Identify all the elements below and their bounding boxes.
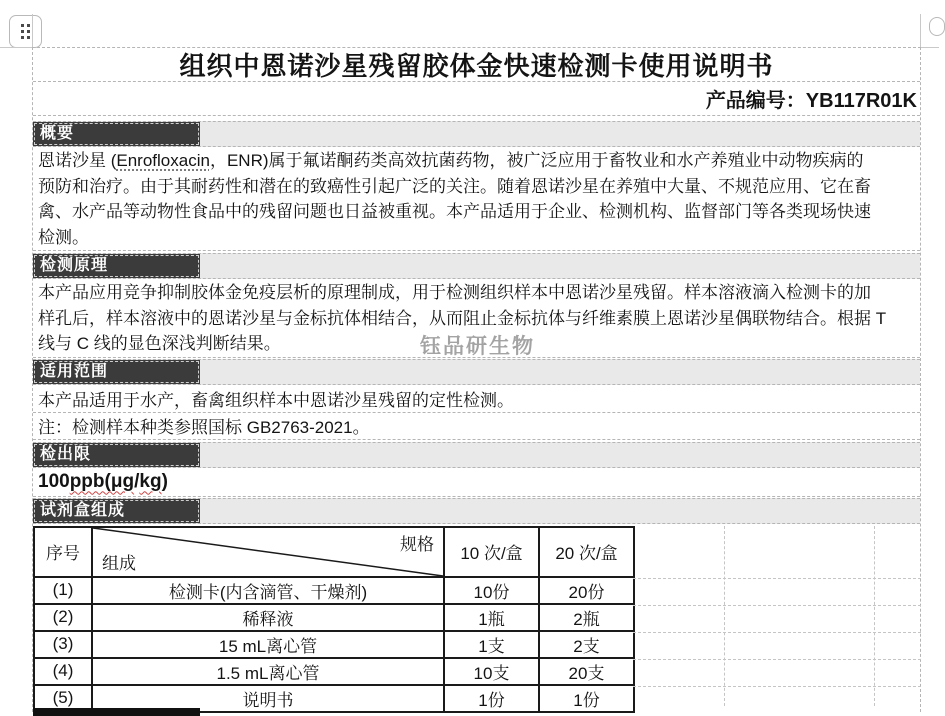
kit-header-spec: 规格 [400, 534, 434, 554]
kit-header-no: 序号 [34, 527, 92, 577]
ghost-grid [633, 526, 921, 712]
document-body [32, 47, 921, 712]
cell-qty20: 20支 [539, 658, 634, 685]
section-row-kit [33, 498, 920, 524]
margin-guide-right-horizontal [920, 47, 939, 48]
section-row-scope [33, 359, 920, 385]
section-row-principle [33, 253, 920, 279]
section-heading-principle: 检测原理 [33, 254, 200, 278]
table-row [34, 604, 634, 631]
cell-qty10: 1支 [444, 631, 539, 658]
cell-no: (2) [34, 604, 92, 631]
scope-line: 本产品适用于水产，畜禽组织样本中恩诺沙星残留的定性检测。 [33, 385, 920, 413]
section-heading-limit: 检出限 [33, 443, 200, 467]
margin-guide-left-horizontal [0, 47, 32, 48]
cell-no: (3) [34, 631, 92, 658]
section-row-overview [33, 121, 920, 147]
document-title: 组织中恩诺沙星残留胶体金快速检测卡使用说明书 [33, 48, 920, 82]
table-drag-handle-button[interactable] [9, 15, 42, 48]
kit-header-10box: 10 次/盒 [444, 527, 539, 577]
cell-no: (4) [34, 658, 92, 685]
text-segment: ，ENR)属于氟诺酮药类高效抗菌药物，被广泛应用于畜牧业和水产养殖业中动物疾病的 [209, 151, 864, 170]
cell-qty10: 1瓶 [444, 604, 539, 631]
margin-guide-right-vertical [920, 14, 921, 47]
kit-header-diagonal [92, 527, 444, 577]
paragraph-line: 线与 C 线的显色深浅判断结果。 [38, 334, 281, 353]
cell-component: 检测卡(内含滴管、干燥剂) [92, 577, 444, 604]
section-row-limit [33, 442, 920, 468]
cell-no: (5) [34, 685, 92, 712]
cell-component: 1.5 mL离心管 [92, 658, 444, 685]
cell-qty10: 1份 [444, 685, 539, 712]
spellchecked-word: kg [139, 470, 162, 492]
cell-component: 15 mL离心管 [92, 631, 444, 658]
table-row [34, 658, 634, 685]
cell-qty10: 10支 [444, 658, 539, 685]
cell-qty20: 1份 [539, 685, 634, 712]
section-heading-scope: 适用范围 [33, 360, 200, 384]
cell-qty20: 20份 [539, 577, 634, 604]
cell-qty10: 10份 [444, 577, 539, 604]
scope-note-line: 注：检测样本种类参照国标 GB2763-2021。 [33, 413, 920, 440]
cell-qty20: 2支 [539, 631, 634, 658]
overview-paragraph [33, 147, 920, 251]
scrollbar-thumb[interactable] [929, 17, 945, 36]
table-row [34, 577, 634, 604]
diagonal-line [93, 528, 443, 576]
section-heading-overview: 概要 [33, 122, 200, 146]
section-heading-kit: 试剂盒组成 [33, 499, 200, 523]
margin-guide-left-vertical [32, 14, 33, 47]
product-code: 产品编号：YB117R01K [33, 82, 920, 116]
watermark: 钰品研生物 [420, 335, 535, 358]
text-segment: 100 [38, 470, 70, 492]
detection-limit-value [33, 468, 920, 497]
paragraph-line: 检测。 [38, 227, 89, 247]
cell-no: (1) [34, 577, 92, 604]
cell-component: 稀释液 [92, 604, 444, 631]
paragraph-line: 本产品应用竞争抑制胶体金免疫层析的原理制成，用于检测组织样本中恩诺沙星残留。样本溶液滴入检测卡的加 [38, 283, 871, 302]
spellchecked-word: Enrofloxacin [116, 151, 210, 170]
spellchecked-word: ppb(μg [69, 470, 135, 492]
drag-handle-dots-icon [21, 24, 30, 39]
kit-components-table [33, 526, 635, 713]
cell-qty20: 2瓶 [539, 604, 634, 631]
paragraph-line [38, 148, 920, 174]
paragraph-line: 预防和治疗。由于其耐药性和潜在的致癌性引起广泛的关注。随着恩诺沙星在养殖中大量、不规范应用、它在畜 [38, 176, 871, 196]
text-segment: ) [161, 470, 168, 492]
text-segment: 恩诺沙星 ( [38, 151, 117, 170]
kit-table-zone [33, 526, 920, 712]
table-row [34, 631, 634, 658]
text-segment: / [134, 470, 140, 492]
paragraph-line: 样孔后，样本溶液中的恩诺沙星与金标抗体相结合，从而阻止金标抗体与纤维素膜上恩诺沙星偶联物结合。根据 T [38, 308, 887, 328]
kit-header-composition: 组成 [102, 553, 136, 573]
cell-component: 说明书 [92, 685, 444, 712]
paragraph-line: 禽、水产品等动物性食品中的残留问题也日益被重视。本产品适用于企业、检测机构、监督部门等各类现场快速 [38, 202, 871, 221]
kit-header-20box: 20 次/盒 [539, 527, 634, 577]
next-section-bar-partial [33, 708, 200, 716]
